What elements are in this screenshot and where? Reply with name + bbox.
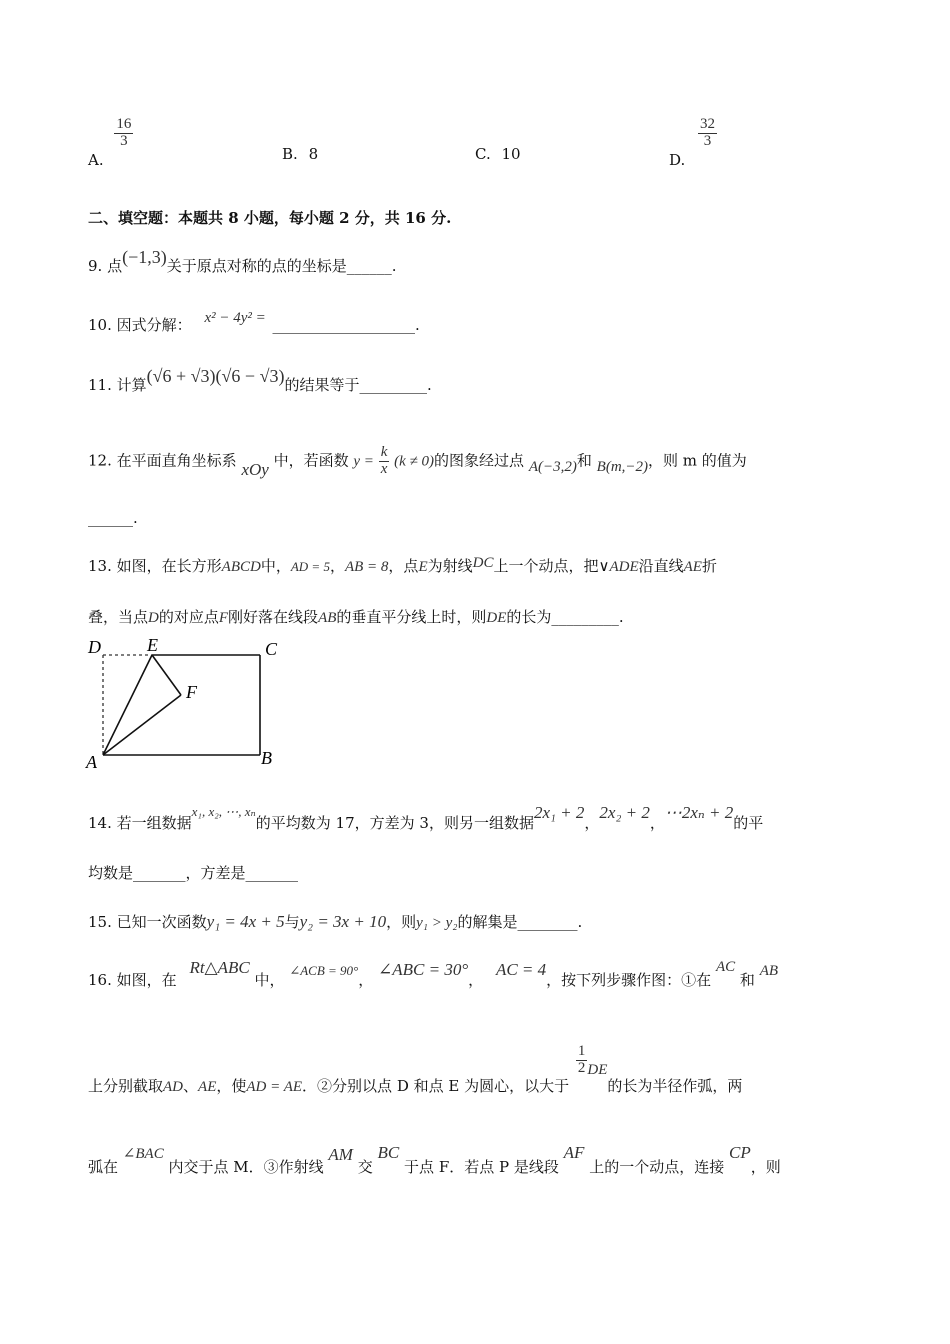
q15-f2: y₂ = 3x + 10 [299, 912, 387, 931]
q14-t3: 的平 [733, 814, 764, 832]
q12-answer-line: ______. [88, 509, 138, 527]
label-b: B [261, 748, 272, 768]
q13-t9: 叠，当点 [88, 608, 149, 626]
option-c-value: 10 [501, 145, 521, 163]
q16-t14: ，则 [750, 1158, 781, 1176]
q16-am: AM [328, 1145, 353, 1164]
q16-t12: 于点 F．若点 P 是线段 [404, 1158, 559, 1176]
q13-e: E [418, 559, 428, 575]
question-10 [88, 310, 420, 335]
question-14-line1 [88, 803, 764, 833]
q16-t11: 交 [357, 1158, 373, 1176]
q16-ae: AE [198, 1079, 217, 1096]
q16-t1: 如图，在 [116, 971, 177, 989]
q15-post: 的解集是________. [457, 913, 583, 931]
option-d-numerator: 32 [700, 116, 716, 132]
option-d-denominator: 3 [703, 132, 712, 149]
section-heading: 二、填空题：本题共 8 小题，每小题 2 分，共 16 分. [88, 209, 452, 227]
q16-bc: BC [377, 1143, 400, 1162]
q13-t3: ， [329, 557, 345, 575]
q14-e2: 2x₂ + 2 [599, 803, 650, 822]
option-b [282, 145, 318, 163]
q12-coord-system: xOy [241, 460, 269, 480]
q11-number: 11. [88, 376, 112, 394]
option-a-fraction [114, 117, 133, 150]
question-14-line2: 均数是_______，方差是_______ [88, 864, 299, 882]
option-b-label: B. [282, 145, 298, 163]
q13-t12: 的垂直平分线上时，则 [336, 608, 487, 626]
q12-t2: 和 [576, 451, 592, 470]
q16-ab: AB [759, 963, 779, 979]
q10-number: 10. [88, 316, 112, 334]
q12-pre: 在平面直角坐标系 [116, 451, 237, 470]
q9-pre: 点 [107, 257, 123, 275]
segment-fa [103, 695, 181, 755]
q15-number: 15. [88, 913, 112, 931]
q10-post: ___________________. [272, 316, 420, 334]
q16-t9: 弧在 [88, 1158, 119, 1176]
option-c [475, 145, 521, 163]
q16-number: 16. [88, 971, 112, 989]
q11-post: 的结果等于_________. [284, 376, 432, 394]
segment-ef [152, 655, 181, 695]
q16-ac: AC [715, 959, 736, 975]
q16-t4: 上分别截取 [88, 1077, 164, 1096]
q13-t11: 刚好落在线段 [228, 608, 319, 626]
q14-e1: 2x₁ + 2 [533, 803, 585, 822]
option-a-numerator: 16 [116, 116, 132, 132]
q16-angle-acb: ∠ACB = 90° [289, 963, 359, 978]
q14-data: x₁, x₂, ⋯, xₙ [191, 804, 256, 819]
q9-post: 关于原点对称的点的坐标是______. [166, 257, 397, 275]
q12-x: x [380, 460, 388, 477]
q16-de: DE [587, 1062, 608, 1079]
q16-half [576, 1044, 588, 1077]
option-b-value: 8 [308, 145, 319, 163]
label-c: C [265, 639, 278, 659]
q16-triangle: Rt△ABC [189, 958, 250, 977]
q14-c2: ， [649, 814, 665, 832]
q16-s1: ， [358, 971, 374, 989]
q14-number: 14. [88, 814, 112, 832]
q16-t8: 的长为半径作弧，两 [607, 1077, 743, 1096]
label-e: E [147, 635, 158, 655]
q16-half-num: 1 [577, 1043, 586, 1059]
q12-mid: 中，若函数 [273, 451, 349, 470]
q13-t8: 折 [701, 557, 717, 575]
q13-dc: DC [472, 555, 494, 571]
q13-t5: 为射线 [427, 557, 473, 575]
q16-eq: AD = AE [246, 1079, 303, 1096]
q13-t6: 上一个动点，把∨ [493, 557, 610, 575]
q12-fraction [379, 445, 390, 478]
q13-t2: 中， [260, 557, 291, 575]
q13-ade: ADE [609, 559, 639, 575]
q16-t10: 内交于点 M．③作射线 [168, 1158, 324, 1176]
q16-t2: 中， [254, 971, 285, 989]
question-9 [88, 247, 397, 276]
q14-c1: ， [584, 814, 600, 832]
q16-t3: ，按下列步骤作图：①在 [546, 971, 712, 989]
question-16-line3 [88, 1143, 781, 1177]
q12-t1: 的图象经过点 [434, 451, 525, 470]
question-11 [88, 366, 432, 395]
q16-t13: 上的一个动点，连接 [589, 1158, 725, 1176]
option-a-denominator: 3 [120, 132, 128, 149]
q15-ineq: y₁ > y₂ [416, 915, 458, 931]
q16-t6: ，使 [216, 1077, 247, 1096]
q16-t5: 、 [183, 1077, 199, 1096]
q13-ad: AD = 5 [290, 559, 330, 574]
q14-t1: 若一组数据 [116, 814, 192, 832]
q13-de: DE [486, 610, 507, 626]
question-16-line2 [88, 1043, 743, 1096]
question-13-line1 [88, 555, 717, 576]
q16-af: AF [563, 1143, 585, 1162]
q13-number: 13. [88, 557, 112, 575]
q16-s2: ， [468, 971, 484, 989]
question-13-line2 [88, 606, 624, 627]
q16-cp: CP [729, 1143, 751, 1162]
q14-t2: 的平均数为 17，方差为 3，则另一组数据 [255, 814, 534, 832]
q10-pre: 因式分解： [116, 316, 192, 334]
q13-rect: ABCD [221, 559, 261, 575]
q10-expression: x² − 4y² = [204, 310, 266, 326]
q12-k: k [380, 444, 388, 460]
option-a-label: A. [88, 151, 104, 170]
q16-and: 和 [739, 971, 755, 989]
q11-expression: (√6 + √3)(√6 − √3) [146, 366, 285, 386]
q12-t3: ，则 m 的值为 [648, 451, 747, 470]
q13-t10: 的对应点 [158, 608, 219, 626]
label-f: F [186, 682, 197, 702]
option-d [669, 116, 717, 170]
q12-y: y = [353, 453, 374, 470]
option-c-label: C. [475, 145, 491, 163]
q13-f: F [218, 610, 229, 626]
q12-point-b: B(m,−2) [596, 459, 649, 476]
option-d-label: D. [669, 151, 686, 170]
label-d: D [88, 637, 101, 657]
question-16-line1 [88, 958, 779, 990]
q16-ac-value: AC = 4 [495, 960, 547, 979]
q15-pre: 已知一次函数 [116, 913, 207, 931]
q13-ae: AE [683, 559, 702, 575]
label-a: A [86, 752, 97, 772]
q13-t7: 沿直线 [638, 557, 684, 575]
q16-ad: AD [163, 1079, 184, 1096]
q16-bac: ∠BAC [122, 1146, 164, 1162]
segment-ae [103, 655, 152, 755]
q16-angle-abc: ∠ABC = 30° [378, 960, 469, 979]
q13-figure [80, 632, 300, 777]
q12-condition: (k ≠ 0) [394, 453, 435, 470]
q13-t13: 的长为_________. [506, 608, 624, 626]
q13-t4: ，点 [388, 557, 419, 575]
q16-t7: ．②分别以点 D 和点 E 为圆心，以大于 [302, 1077, 570, 1096]
q9-point: (−1,3) [122, 247, 167, 267]
question-15 [88, 911, 582, 932]
q13-t1: 如图，在长方形 [116, 557, 222, 575]
q13-ab: AB = 8 [344, 559, 389, 575]
q14-e3: ⋯2xₙ + 2 [664, 803, 734, 822]
q9-number: 9. [88, 257, 103, 275]
q15-t: ，则 [386, 913, 417, 931]
q15-mid: 与 [284, 913, 300, 931]
q13-ab2: AB [318, 610, 337, 626]
option-a [88, 116, 133, 170]
q16-half-den: 2 [577, 1059, 586, 1076]
q12-point-a: A(−3,2) [528, 459, 577, 476]
question-12 [88, 445, 747, 478]
q12-number: 12. [88, 451, 112, 470]
q13-d: D [148, 610, 159, 626]
option-d-fraction [698, 117, 717, 150]
q11-pre: 计算 [116, 376, 147, 394]
q15-f1: y₁ = 4x + 5 [206, 912, 285, 931]
